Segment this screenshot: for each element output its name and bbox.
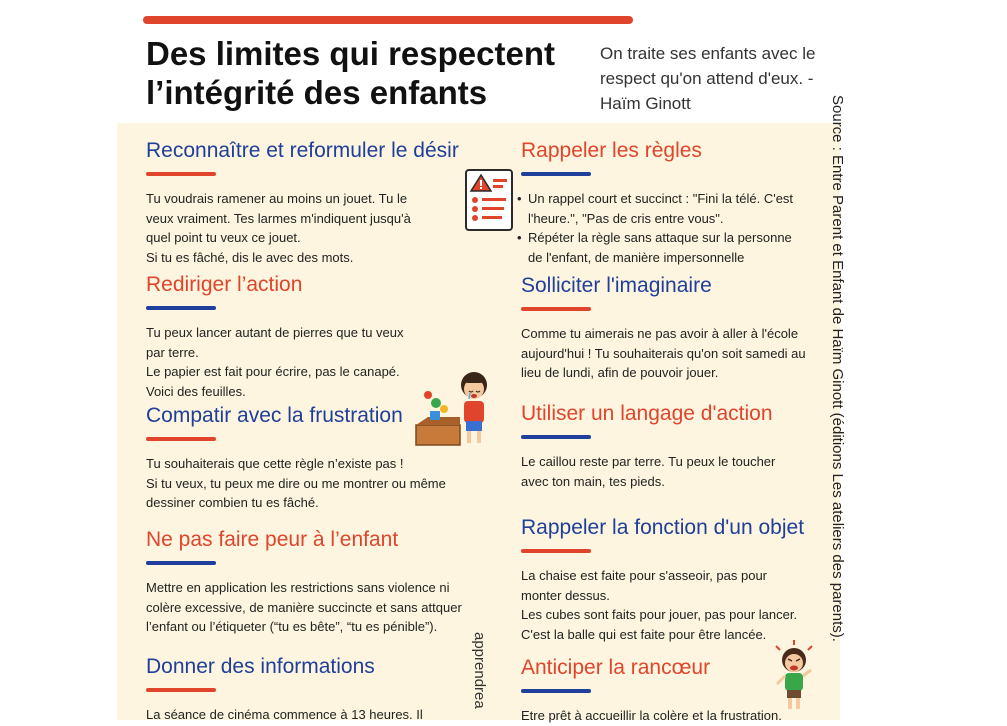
right-margin xyxy=(840,0,1007,720)
body-line: Si tu veux, tu peux me dire ou me montrer ou même xyxy=(146,475,446,491)
section-title: Compatir avec la frustration xyxy=(146,404,403,427)
body-line: dessiner combien tu es fâché. xyxy=(146,495,319,510)
body-line: lieu de lundi, afin de pouvoir jouer. xyxy=(521,365,719,380)
section-title: Donner des informations xyxy=(146,655,375,678)
section-imaginaire xyxy=(521,273,831,383)
body-line: Si tu es fâché, dis le avec des mots. xyxy=(146,249,354,265)
crying-child-with-toys-illustration xyxy=(414,363,498,452)
section-underline xyxy=(521,172,591,176)
section-title: Reconnaître et reformuler le désir xyxy=(146,139,459,162)
section-underline xyxy=(146,561,216,565)
rules-list xyxy=(513,189,821,267)
page-title: Des limites qui respectent l’intégrité des enfants xyxy=(146,35,555,111)
section-title: Rappeler la fonction d'un objet xyxy=(521,516,805,539)
body-line: aujourd'hui ! Tu souhaiterais qu'on soit samedi au xyxy=(521,345,806,361)
section-underline xyxy=(521,307,591,311)
body-line: Tu souhaiterais que cette règle n’existe pas ! xyxy=(146,456,404,471)
section-body xyxy=(521,452,821,491)
section-title: Ne pas faire peur à l’enfant xyxy=(146,528,399,551)
section-body xyxy=(521,566,831,644)
section-body xyxy=(146,705,466,725)
section-title: Solliciter l'imaginaire xyxy=(521,274,712,297)
watermark-text: apprendrea xyxy=(471,632,488,709)
section-body xyxy=(146,189,486,267)
body-line: Les cubes sont faits pour jouer, pas pour lancer. xyxy=(521,607,798,622)
section-regles xyxy=(521,138,821,267)
body-line: Tu peux lancer autant de pierres que tu veux xyxy=(146,325,404,340)
body-line: La chaise est faite pour s'asseoir, pas pour xyxy=(521,568,768,583)
section-fonction xyxy=(521,515,831,644)
section-body xyxy=(146,454,476,513)
section-underline xyxy=(521,549,591,553)
section-rediriger xyxy=(146,272,446,401)
section-body xyxy=(513,189,821,267)
angry-child-illustration xyxy=(770,638,818,717)
body-line: quel point tu veux ce jouet. xyxy=(146,230,301,245)
body-line: monter dessus. xyxy=(521,587,610,603)
section-underline xyxy=(146,306,216,310)
section-informations xyxy=(146,654,466,725)
section-title: Anticiper la rancœur xyxy=(521,656,711,679)
body-line: Mettre en application les restrictions sans violence ni xyxy=(146,580,450,595)
body-line: La séance de cinéma commence à 13 heures. Il xyxy=(146,707,423,722)
quote: On traite ses enfants avec le respect qu'on attend d'eux. - Haïm Ginott xyxy=(600,44,816,113)
body-line: veux vraiment. Tes larmes m'indiquent jusqu'à xyxy=(146,210,411,226)
source-credit: Source : Entre Parent et Enfant de Haïm Ginott (éditions Les ateliers des parents). xyxy=(829,95,846,642)
body-line: colère excessive, de manière succincte et sans attquer xyxy=(146,599,462,615)
section-underline xyxy=(146,688,216,692)
section-body xyxy=(146,323,446,401)
warning-document-icon xyxy=(463,167,515,238)
section-body xyxy=(146,578,486,637)
section-langage xyxy=(521,401,821,491)
top-accent-bar xyxy=(143,16,633,24)
section-title: Rappeler les règles xyxy=(521,139,702,162)
body-line: Etre prêt à accueillir la colère et la frustration. xyxy=(521,708,782,723)
body-line: Le caillou reste par terre. Tu peux le toucher xyxy=(521,454,776,469)
list-item: • Un rappel court et succinct : "Fini la télé. C'est l'heure.", "Pas de cris entre vous". xyxy=(521,189,821,228)
section-underline xyxy=(521,435,591,439)
section-underline xyxy=(146,172,216,176)
section-reconnaitre xyxy=(146,138,486,267)
body-line: l’enfant ou l’étiqueter (“tu es bête”, “tu es pénible”). xyxy=(146,619,438,634)
body-line: Voici des feuilles. xyxy=(146,383,246,399)
section-underline xyxy=(521,689,591,693)
body-line: par terre. xyxy=(146,344,199,360)
section-underline xyxy=(146,437,216,441)
section-title: Utiliser un langage d'action xyxy=(521,402,773,425)
section-title: Rediriger l’action xyxy=(146,273,303,296)
body-line: avec ton main, tes pieds. xyxy=(521,473,665,489)
section-body xyxy=(521,324,831,383)
section-peur xyxy=(146,527,486,637)
body-line: Comme tu aimerais ne pas avoir à aller à l'école xyxy=(521,326,799,341)
list-item: • Répéter la règle sans attaque sur la personne de l'enfant, de manière impersonnelle xyxy=(521,228,821,267)
body-line: Le papier est fait pour écrire, pas le canapé. xyxy=(146,364,400,379)
body-line: Tu voudrais ramener au moins un jouet. Tu le xyxy=(146,191,408,206)
body-line: C'est la balle qui est faite pour être lancée. xyxy=(521,626,767,642)
